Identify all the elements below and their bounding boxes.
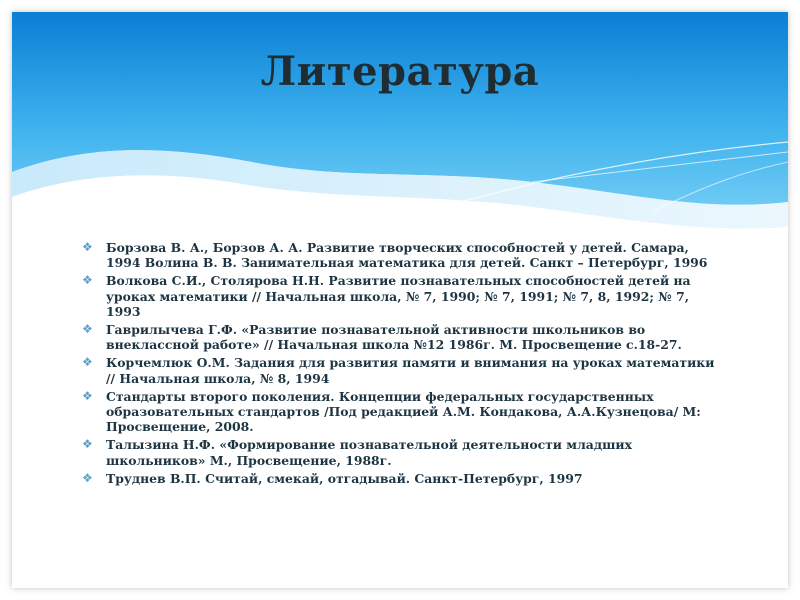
diamond-bullet-icon: ❖ bbox=[82, 437, 93, 452]
reference-text: Корчемлюк О.М. Задания для развития памяти и внимания на уроках математики // Начальная школа, № 8, 1994 bbox=[106, 355, 715, 386]
reference-text: Стандарты второго поколения. Концепции федеральных государственных образовательных стандартов /Под редакцией А.М. Кондакова, А.А.Кузнецова/ М: Просвещение, 2008. bbox=[106, 388, 701, 435]
list-item bbox=[82, 471, 718, 486]
reference-text: Труднев В.П. Считай, смекай, отгадывай. Санкт-Петербург, 1997 bbox=[106, 470, 583, 486]
diamond-bullet-icon: ❖ bbox=[82, 273, 93, 288]
list-item bbox=[82, 437, 718, 467]
reference-text: Талызина Н.Ф. «Формирование познавательной деятельности младших школьников» М., Просвещение, 1988г. bbox=[106, 437, 632, 468]
diamond-bullet-icon: ❖ bbox=[82, 355, 93, 370]
slide-title: Литература bbox=[260, 48, 540, 95]
diamond-bullet-icon: ❖ bbox=[82, 470, 93, 485]
reference-text: Борзова В. А., Борзов А. А. Развитие творческих способностей у детей. Самара, 1994 Волина В. В. Занимательная математика для детей. Санкт – Петербург, 1996 bbox=[106, 240, 708, 271]
list-item bbox=[82, 240, 718, 270]
list-item bbox=[82, 389, 718, 435]
reference-text: Волкова С.И., Столярова Н.Н. Развитие познавательных способностей детей на уроках математики // Начальная школа, № 7, 1990; № 7, 1991; № 7, 8, 1992; № 7, 1993 bbox=[106, 273, 691, 319]
list-item bbox=[82, 273, 718, 319]
reference-list bbox=[82, 240, 718, 489]
diamond-bullet-icon: ❖ bbox=[82, 388, 93, 403]
diamond-bullet-icon: ❖ bbox=[82, 322, 93, 337]
wave-header-background bbox=[12, 12, 788, 242]
reference-text: Гаврилычева Г.Ф. «Развитие познавательной активности школьников во внеклассной работе» // Начальная школа №12 1986г. М. Просвещение с.18-27. bbox=[106, 322, 682, 353]
diamond-bullet-icon: ❖ bbox=[82, 240, 93, 254]
list-item bbox=[82, 322, 718, 352]
list-item bbox=[82, 355, 718, 385]
slide bbox=[12, 12, 788, 588]
